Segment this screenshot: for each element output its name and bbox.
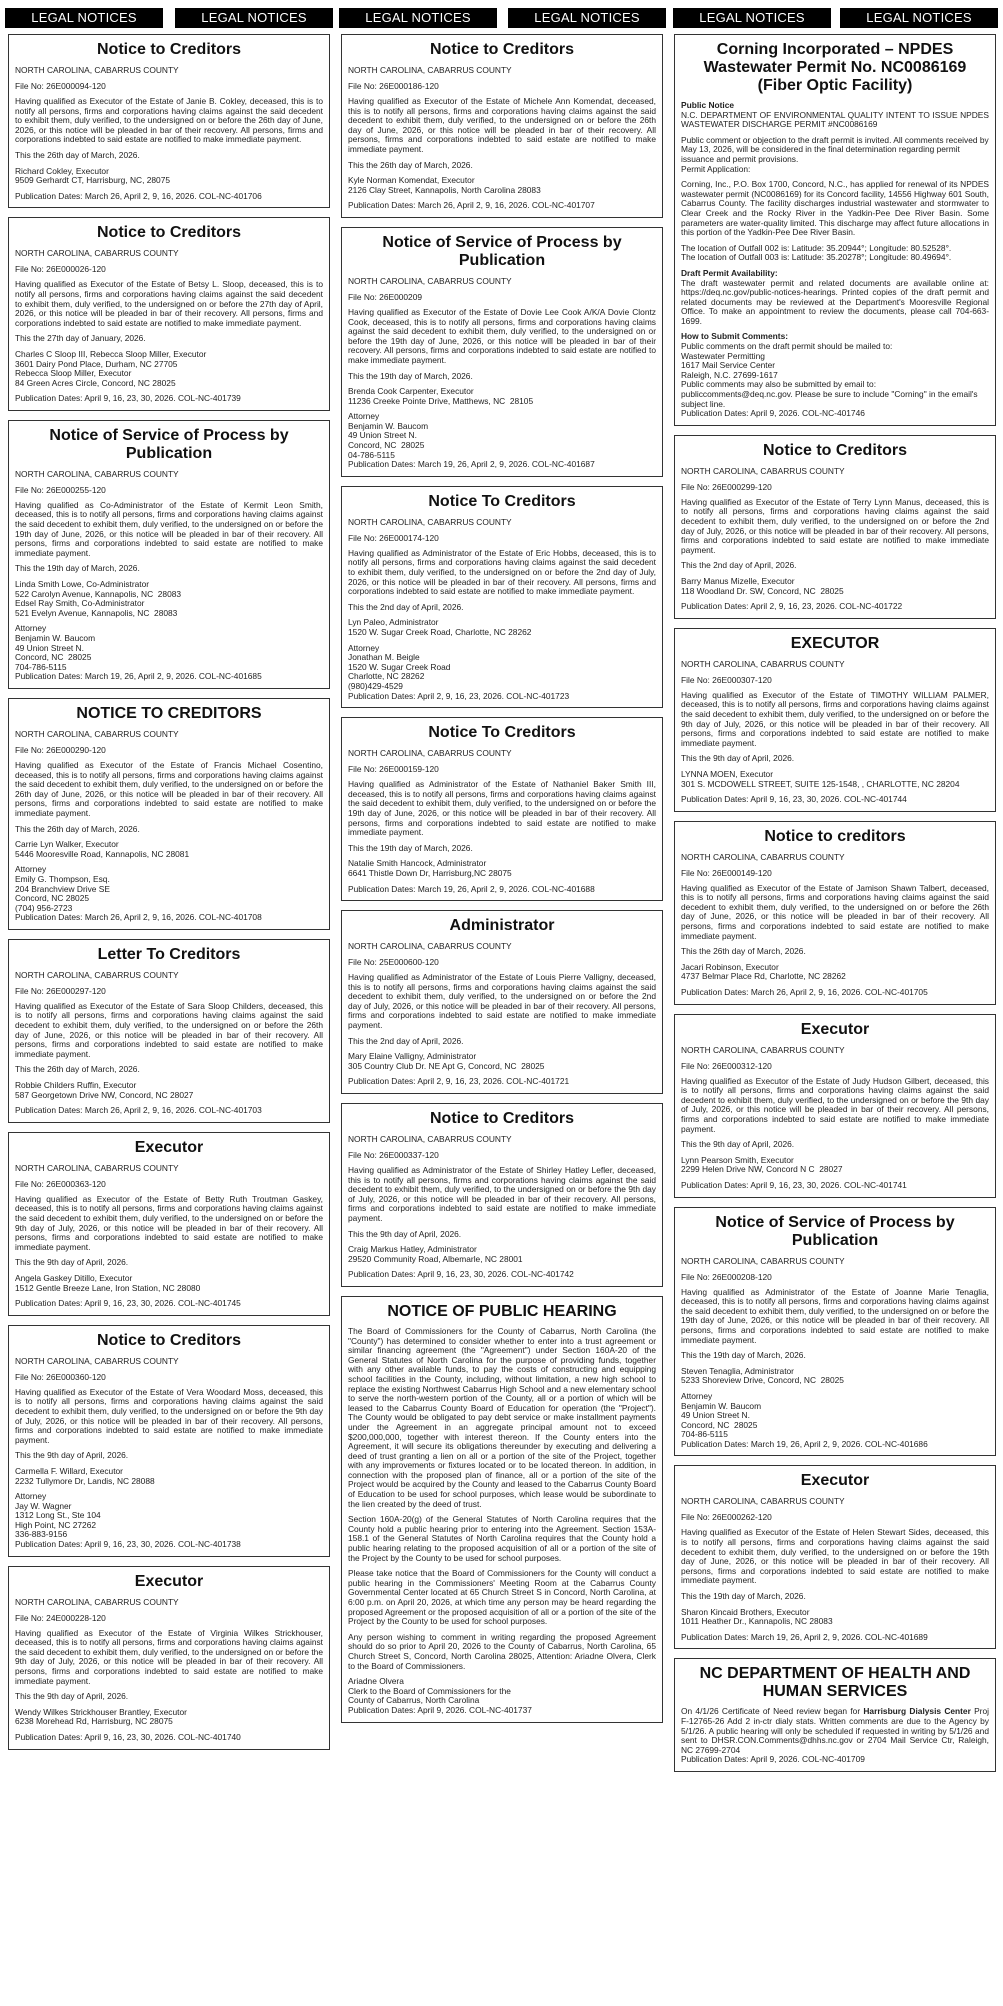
notice-date: This the 9th day of April, 2026.	[681, 753, 795, 764]
notice-body: Having qualified as Executor of the Estate of Betsy L. Sloop, deceased, this is to notify all persons, firms and corporations having claims against the said decedent to exhibit them, duly verified, to the undersigned on or before the 27th day of April, 2026, or this notice will be pleaded in bar of their recovery. All persons, firms and corporations indebted to said estate are notified to make immediate payment.	[15, 279, 323, 328]
notice-file-number: File No: 26E000208-120	[681, 1271, 772, 1282]
notice-title: Notice to Creditors	[429, 41, 574, 58]
notice-signature: Kyle Norman Komendat, Executor 2126 Clay Street, Kannapolis, North Carolina 28083	[348, 175, 541, 195]
notice-county: NORTH CAROLINA, CABARRUS COUNTY	[15, 969, 179, 980]
column-middle	[341, 34, 663, 1732]
legal-notice	[674, 435, 996, 619]
publication-dates: Publication Dates: March 19, 26, April 2, 9, 2026. COL-NC-401686	[681, 1438, 928, 1449]
notice-file-number: File No: 26E000149-120	[681, 867, 772, 878]
notice-body: Having qualified as Administrator of the Estate of Louis Pierre Valligny, deceased, this is to notify all persons, firms and corporations having claims against the said decedent to exhibit them, duly verified, to the undersigned on or before the 2nd day of July, 2026, or this notice will be pleaded in bar of their recovery. All persons, firms and corporations indebted to said estate are notified to make immediate payment.	[348, 972, 656, 1031]
notice-date: This the 9th day of April, 2026.	[15, 1257, 129, 1268]
legal-notice	[341, 34, 663, 218]
notice-body: Having qualified as Executor of the Estate of Janie B. Cokley, deceased, this is to notify all persons, firms and corporations having claims against the said decedent to exhibit them, duly verified, to the undersigned on or before the 26th day of June, 2026, or this notice will be pleaded in bar of their recovery. All persons, firms and corporations indebted to said estate are notified to make immediate payment.	[15, 96, 323, 145]
notice-title: Notice to creditors	[764, 827, 906, 845]
notice-signature: Carmella F. Willard, Executor 2232 Tullymore Dr, Landis, NC 28088	[15, 1465, 155, 1486]
notice-county: NORTH CAROLINA, CABARRUS COUNTY	[15, 65, 179, 75]
notice-body: Having qualified as Administrator of the Estate of Joanne Marie Tenaglia, deceased, this is to notify all persons, firms and corporations having claims against the said decedent to exhibit them, duly verified, to the undersigned on or before the 19th day of June, 2026, or this notice will be pleaded in bar of their recovery. All persons, firms and corporations indebted to said estate are notified to make immediate payment.	[681, 1286, 989, 1345]
notice-body: Having qualified as Executor of the Estate of Betty Ruth Troutman Gaskey, deceased, this is to notify all persons, firms and corporations having claims against the said decedent to exhibit them, duly verified, to the undersigned on or before the 9th day of July, 2026, or this notice will be pleaded in bar of their recovery. All persons, firms and corporations indebted to said estate are notified to make immediate payment.	[15, 1193, 323, 1252]
notice-date: This the 9th day of April, 2026.	[681, 1139, 795, 1150]
notice-date: This the 9th day of April, 2026.	[15, 1450, 129, 1461]
publication-dates: Publication Dates: April 9, 2026. COL-NC-401737	[348, 1704, 532, 1715]
publication-dates: Publication Dates: March 26, April 2, 9, 16, 2026. COL-NC-401707	[348, 200, 595, 211]
column-left	[8, 34, 330, 1759]
notice-date: This the 19th day of March, 2026.	[348, 842, 473, 853]
publication-dates: Publication Dates: April 9, 16, 23, 30, 2026. COL-NC-401740	[15, 1732, 241, 1742]
notice-body: Having qualified as Co-Administrator of the Estate of Kermit Leon Smith, deceased, this is to notify all persons, firms and corporations having claims against the said decedent to exhibit them, duly verified, to the undersigned on or before the 19th day of June, 2026, or this notice will be pleaded in bar of their recovery. All persons, firms and corporations indebted to said estate are notified to make immediate payment.	[15, 499, 323, 558]
notice-body: Having qualified as Executor of the Estate of Jamison Shawn Talbert, deceased, this is to notify all persons, firms and corporations having claims against the said decedent to exhibit them, duly verified, to the undersigned on or before the 26th day of June, 2026, or this notice will be pleaded in bar of their recovery. All persons, firms and corporations indebted to said estate are notified to make immediate payment.	[681, 882, 989, 941]
notice-attorney: Attorney Jonathan M. Beigle 1520 W. Sugar Creek Road Charlotte, NC 28262 (980)429-4529	[348, 642, 451, 691]
notice-date: This the 19th day of March, 2026.	[15, 563, 140, 574]
notice-signature: Steven Tenaglia, Administrator 5233 Shoreview Drive, Concord, NC 28025	[681, 1365, 844, 1386]
notice-body: Having qualified as Executor of the Estate of Helen Stewart Sides, deceased, this is to notify all persons, firms and corporations having claims against the said decedent to exhibit them, duly verified, to the undersigned on or before the 19th day of June, 2026, or this notice will be pleaded in bar of their recovery. All persons, firms and corporations indebted to said estate are notified to make immediate payment.	[681, 1527, 989, 1586]
notice-signature: LYNNA MOEN, Executor 301 S. MCDOWELL STREET, SUITE 125-1548, , CHARLOTTE, NC 28204	[681, 768, 960, 789]
section-tag: LEGAL NOTICES	[673, 8, 831, 28]
notice-signature: Natalie Smith Hancock, Administrator 6641 Thistle Down Dr, Harrisburg,NC 28075	[348, 858, 512, 878]
notice-title: Executor	[800, 1020, 870, 1038]
notice-body: Having qualified as Executor of the Estate of TIMOTHY WILLIAM PALMER, deceased, this is to notify all persons, firms and corporations having claims against the said decedent to exhibit them, duly verified, to the undersigned on or before the 9th day of July, 2026, or this notice will be pleaded in bar of their recovery. All persons, firms and corporations indebted to said estate are notified to make immediate payment.	[681, 689, 989, 748]
legal-notice	[341, 910, 663, 1094]
notice-subheading: Public Notice	[681, 100, 735, 110]
notice-county: NORTH CAROLINA, CABARRUS COUNTY	[348, 65, 512, 75]
notice-county: NORTH CAROLINA, CABARRUS COUNTY	[15, 248, 179, 259]
legal-notice	[8, 1566, 330, 1750]
notice-date: This the 9th day of April, 2026.	[15, 1691, 129, 1702]
notice-paragraph: N.C. DEPARTMENT OF ENVIRONMENTAL QUALITY INTENT TO ISSUE NPDES WASTEWATER DISCHARGE PERMIT #NC0086169	[681, 109, 989, 130]
notice-paragraph: The draft wastewater permit and related documents are available online at: https://deq.nc.gov/public-notices-hearings. Printed copies of the draft permit and related documents may be reviewed at the Department's Mooresville Regional Office. To make an appointment to review the documents, please call 704-663-1699.	[681, 277, 989, 326]
notice-file-number: File No: 26E000094-120	[15, 81, 106, 91]
publication-dates: Publication Dates: April 2, 9, 16, 23, 2026. COL-NC-401721	[348, 1076, 570, 1087]
notice-file-number: File No: 26E000363-120	[15, 1178, 106, 1189]
notice-county: NORTH CAROLINA, CABARRUS COUNTY	[348, 748, 512, 759]
notice-date: This the 19th day of March, 2026.	[348, 370, 473, 381]
notice-title: Executor	[800, 1472, 870, 1490]
notice-date: This the 26th day of March, 2026.	[348, 159, 473, 170]
public-hearing-notice	[341, 1296, 663, 1723]
notice-subheading: How to Submit Comments:	[681, 331, 789, 342]
notice-file-number: File No: 26E000337-120	[348, 1150, 439, 1161]
notice-signature: Linda Smith Lowe, Co-Administrator 522 Carolyn Avenue, Kannapolis, NC 28083 Edsel Ray Smith, Co-Administrator 521 Evelyn Avenue, Kannapolis, NC 28083	[15, 579, 182, 618]
notice-paragraph: Any person wishing to comment in writing regarding the proposed Agreement should do so prior to April 20, 2026 to the County of Cabarrus, North Carolina, 65 Church Street S, Concord, North Carolina 28025, Attention: Ariadne Olvera, Clerk to the Board of Commissioners.	[348, 1631, 656, 1671]
notice-county: NORTH CAROLINA, CABARRUS COUNTY	[681, 465, 845, 476]
publication-dates: Publication Dates: April 9, 16, 23, 30, 2026. COL-NC-401741	[681, 1179, 907, 1190]
section-tag: LEGAL NOTICES	[508, 8, 666, 28]
notice-date: This the 2nd day of April, 2026.	[681, 560, 797, 571]
notice-body: Having qualified as Executor of the Estate of Virginia Wilkes Strickhouser, deceased, this is to notify all persons, firms and corporations having claims against the said decedent to exhibit them, duly verified, to the undersigned on or before the 9th day of July, 2026, or this notice will be pleaded in bar of their recovery. All persons, firms and corporations indebted to said estate are notified to make immediate payment.	[15, 1627, 323, 1686]
notice-signature: Wendy Wilkes Strickhouser Brantley, Executor 6238 Morehead Rd, Harrisburg, NC 28075	[15, 1706, 187, 1727]
column-right	[674, 34, 996, 1781]
notice-title: NOTICE TO CREDITORS	[76, 704, 262, 722]
notice-attorney: Attorney Benjamin W. Baucom 49 Union Street N. Concord, NC 28025 04-786-5115	[348, 411, 429, 460]
notice-title: EXECUTOR	[790, 634, 880, 652]
notice-attorney: Attorney Emily G. Thompson, Esq. 204 Branchview Drive SE Concord, NC 28025 (704) 956-2723	[15, 864, 110, 913]
notice-date: This the 26th day of March, 2026.	[15, 823, 140, 834]
notice-title: Notice to Creditors	[96, 224, 241, 242]
notice-date: This the 26th day of March, 2026.	[15, 149, 140, 160]
notice-signature: Robbie Childers Ruffin, Executor 587 Georgetown Drive NW, Concord, NC 28027	[15, 1080, 194, 1100]
publication-dates: Publication Dates: March 19, 26, April 2, 9, 2026. COL-NC-401688	[348, 883, 595, 894]
notice-subheading: Draft Permit Availability:	[681, 267, 778, 278]
publication-dates: Publication Dates: April 9, 16, 23, 30, 2026. COL-NC-401745	[15, 1298, 241, 1309]
notice-attorney: Attorney Benjamin W. Baucom 49 Union Street N. Concord, NC 28025 704-86-5115	[681, 1390, 762, 1440]
publication-dates: Publication Dates: April 9, 16, 23, 30, 2026. COL-NC-401742	[348, 1269, 574, 1280]
notice-paragraph: Public comment or objection to the draft permit is invited. All comments received by May 13, 2026, will be considered in the final determination regarding permit issuance and permit provisions. Permit Application:	[681, 134, 989, 174]
legal-notice	[674, 821, 996, 1005]
legal-notice	[8, 1132, 330, 1316]
publication-dates: Publication Dates: March 26, April 2, 9, 16, 2026. COL-NC-401703	[15, 1105, 262, 1116]
notice-county: NORTH CAROLINA, CABARRUS COUNTY	[15, 468, 179, 479]
notice-date: This the 26th day of March, 2026.	[15, 1064, 140, 1075]
publication-dates: Publication Dates: April 9, 2026. COL-NC-401746	[681, 408, 865, 419]
notice-title: Corning Incorporated – NPDES Wastewater Permit No. NC0086169 (Fiber Optic Facility)	[703, 41, 967, 94]
notice-date: This the 19th day of March, 2026.	[681, 1350, 806, 1361]
notice-paragraph: Public comments on the draft permit should be mailed to: Wastewater Permitting 1617 Mail Service Center Raleigh, N.C. 27699-1617 Public comments may also be submitted by email to: publiccomments@deq.nc.gov. Please be sure to include "Corning" in the email's subject line.	[681, 341, 978, 409]
notice-title: Notice To Creditors	[428, 724, 576, 742]
npdes-permit-notice	[674, 34, 996, 426]
notice-title: Notice to Creditors	[96, 41, 241, 58]
notice-signature: Ariadne Olvera Clerk to the Board of Commissioners for the County of Cabarrus, North Carolina	[348, 1676, 511, 1706]
notice-body: Having qualified as Executor of the Estate of Judy Hudson Gilbert, deceased, this is to notify all persons, firms and corporations having claims against the said decedent to exhibit them, duly verified, to the undersigned on or before the 9th day of July, 2026, or this notice will be pleaded in bar of their recovery. All persons, firms and corporations indebted to said estate are notified to make immediate payment.	[681, 1075, 989, 1134]
notice-attorney: Attorney Jay W. Wagner 1312 Long St., Ste 104 High Point, NC 27262 336-883-9156	[15, 1491, 101, 1540]
notice-paragraph: The Board of Commissioners for the County of Cabarrus, North Carolina (the "County") has determined to consider whether to enter into a trust agreement or similar financing agreement (the "Agreement") under Section 160A-20 of the General Statutes of North Carolina for the purpose of providing funds, together with any other available funds, to pay the costs of constructing and equipping school facilities in the County, including, without limitation, a new high school to replace the existing Northwest Cabarrus High School and a new elementary school to serve the north-western portion of the County, all or a portion of which will be leased to the Cabarrus County Board of Education for operation (the "Project"). The County would be obligated to pay debt service or make installment payments under the Agreement in an aggregate principal amount not to exceed $200,000,000, together with interest thereon. If the County enters into the Agreement, it will secure its obligations thereunder by executing and delivering a deed of trust granting a lien on all or a portion of the site of the Project, together with any improvements or fixtures located or to be located thereon. In addition, in connection with the proposed plan of finance, all or a portion of the site of the Project would be acquired by the County and leased to the Cabarrus County Board of Education to be used for school purposes, which lease would be subordinate to the lien created by the deed of trust.	[348, 1325, 656, 1509]
legal-notice	[674, 1207, 996, 1457]
notice-title: Letter To Creditors	[97, 945, 241, 963]
notice-county: NORTH CAROLINA, CABARRUS COUNTY	[348, 1134, 512, 1145]
notice-title: Executor	[134, 1138, 204, 1156]
notice-title: NC DEPARTMENT OF HEALTH AND HUMAN SERVICES	[699, 1665, 971, 1701]
notice-county: NORTH CAROLINA, CABARRUS COUNTY	[348, 275, 512, 286]
publication-dates: Publication Dates: April 9, 16, 23, 30, 2026. COL-NC-401738	[15, 1539, 241, 1550]
notice-signature: Angela Gaskey Ditillo, Executor 1512 Gentle Breeze Lane, Iron Station, NC 28080	[15, 1272, 201, 1293]
legal-notice	[8, 698, 330, 930]
publication-dates: Publication Dates: April 2, 9, 16, 23, 2026. COL-NC-401722	[681, 601, 903, 612]
notice-title: Notice To Creditors	[428, 492, 576, 510]
notice-text: On 4/1/26 Certificate of Need review began for	[681, 1706, 864, 1717]
section-header	[0, 8, 1003, 30]
notice-county: NORTH CAROLINA, CABARRUS COUNTY	[681, 658, 845, 669]
section-tag: LEGAL NOTICES	[339, 8, 497, 28]
notice-county: NORTH CAROLINA, CABARRUS COUNTY	[15, 1355, 179, 1366]
notice-signature: Richard Cokley, Executor 9509 Gerhardt CT, Harrisburg, NC, 28075	[15, 165, 171, 186]
legal-notice	[8, 420, 330, 689]
notice-signature: Lyn Paleo, Administrator 1520 W. Sugar Creek Road, Charlotte, NC 28262	[348, 617, 532, 637]
notice-file-number: File No: 26E000299-120	[681, 481, 772, 492]
notice-file-number: File No: 26E000312-120	[681, 1060, 772, 1071]
legal-notice	[341, 717, 663, 901]
legal-notice	[341, 1103, 663, 1287]
notice-county: NORTH CAROLINA, CABARRUS COUNTY	[681, 851, 845, 862]
facility-name: Harrisburg Dialysis Center	[863, 1706, 971, 1717]
notice-file-number: File No: 26E000255-120	[15, 484, 106, 495]
legal-notice	[674, 1465, 996, 1649]
notice-date: This the 9th day of April, 2026.	[348, 1228, 462, 1239]
notice-title: Notice to Creditors	[429, 1110, 574, 1128]
notice-title: Notice to Creditors	[762, 441, 907, 459]
notice-file-number: File No: 25E000600-120	[348, 957, 439, 968]
publication-dates: Publication Dates: March 26, April 2, 9, 16, 2026. COL-NC-401708	[15, 912, 262, 923]
notice-title: Notice of Service of Process by Publication	[382, 233, 622, 269]
notice-signature: Barry Manus Mizelle, Executor 118 Woodland Dr. SW, Concord, NC 28025	[681, 575, 844, 596]
notice-file-number: File No: 26E000186-120	[348, 81, 439, 91]
notice-county: NORTH CAROLINA, CABARRUS COUNTY	[15, 1162, 179, 1173]
notice-title: Notice of Service of Process by Publication	[715, 1213, 955, 1249]
publication-dates: Publication Dates: April 9, 16, 23, 30, 2026. COL-NC-401739	[15, 393, 241, 404]
notice-title: Notice of Service of Process by Publication	[49, 426, 289, 462]
notice-file-number: File No: 26E000307-120	[681, 674, 772, 685]
legal-notice	[8, 34, 330, 208]
notice-file-number: File No: 24E000228-120	[15, 1612, 106, 1623]
notice-body: Having qualified as Executor of the Estate of Dovie Lee Cook A/K/A Dovie Clontz Cook, deceased, this is to notify all persons, firms and corporations having claims against the said decedent to exhibit them, duly verified, to the undersigned on or before the 19th day of June, 2026, or this notice will be pleaded in bar of their recovery. All persons, firms and corporations indebted to said estate are notified to make immediate payment.	[348, 306, 656, 365]
notice-paragraph: Please take notice that the Board of Commissioners for the County will conduct a public hearing in the Commissioners' Meeting Room at the Cabarrus County Governmental Center located at 65 Church Street S in Concord, North Carolina, at 6:00 p.m. on April 20, 2026, at which time any person may be heard regarding the proposed Agreement or the proposed acquisition of all or a portion of the site of the Project by the County to be used for school purposes.	[348, 1568, 656, 1627]
legal-notice	[8, 1325, 330, 1557]
notice-file-number: File No: 26E000290-120	[15, 744, 106, 755]
section-tag: LEGAL NOTICES	[840, 8, 998, 28]
notice-file-number: File No: 26E000159-120	[348, 764, 439, 775]
notice-county: NORTH CAROLINA, CABARRUS COUNTY	[15, 1596, 179, 1607]
legal-notice	[674, 628, 996, 812]
notice-title: Administrator	[449, 917, 555, 935]
outfall-locations: The location of Outfall 002 is: Latitude: 35.20944°; Longitude: 80.52528°. The location of Outfall 003 is: Latitude: 35.20278°; Longitude: 80.49694°.	[681, 242, 952, 263]
notice-signature: Charles C Sloop III, Rebecca Sloop Miller, Executor 3601 Dairy Pond Place, Durham, NC 27705 Rebecca Sloop Miller, Executor 84 Green Acres Circle, Concord, NC 28025	[15, 348, 207, 388]
notice-county: NORTH CAROLINA, CABARRUS COUNTY	[15, 728, 179, 739]
notice-title: Notice to Creditors	[96, 1331, 241, 1349]
publication-dates: Publication Dates: March 19, 26, April 2, 9, 2026. COL-NC-401685	[15, 671, 262, 682]
publication-dates: Publication Dates: March 26, April 2, 9, 16, 2026. COL-NC-401706	[15, 190, 262, 201]
notice-paragraph	[681, 1707, 989, 1755]
notice-file-number: File No: 26E000297-120	[15, 985, 106, 996]
notice-date: This the 2nd day of April, 2026.	[348, 601, 464, 612]
notice-file-number: File No: 26E000360-120	[15, 1371, 106, 1382]
notice-body: Having qualified as Administrator of the Estate of Shirley Hatley Lefler, deceased, this is to notify all persons, firms and corporations having claims against the said decedent to exhibit them, duly verified, to the undersigned on or before the 9th day of July, 2026, or this notice will be pleaded in bar of their recovery. All persons, firms and corporations indebted to said estate are notified to make immediate payment.	[348, 1165, 656, 1223]
publication-dates: Publication Dates: March 19, 26, April 2, 9, 2026. COL-NC-401687	[348, 459, 595, 470]
publication-dates: Publication Dates: March 26, April 2, 9, 16, 2026. COL-NC-401705	[681, 987, 928, 998]
notice-county: NORTH CAROLINA, CABARRUS COUNTY	[348, 516, 512, 527]
notice-body: Having qualified as Executor of the Estate of Terry Lynn Manus, deceased, this is to notify all persons, firms and corporations having claims against the said decedent to exhibit them, duly verified, to the undersigned on or before the 2nd day of July, 2026, or this notice will be pleaded in bar of their recovery. All persons, firms and corporations indebted to said estate are notified to make immediate payment.	[681, 496, 989, 555]
notice-body: Having qualified as Administrator of the Estate of Eric Hobbs, deceased, this is to notify all persons, firms and corporations having claims against the said decedent to exhibit them, duly verified, to the undersigned on or before the 2nd day of July, 2026, or this notice will be pleaded in bar of their recovery. All persons, firms and corporations indebted to said estate are notified to make immediate payment.	[348, 547, 656, 597]
legal-notice	[8, 217, 330, 411]
notice-title: Executor	[134, 1572, 204, 1590]
notice-signature: Jacari Robinson, Executor 4737 Belmar Place Rd, Charlotte, NC 28262	[681, 961, 846, 982]
publication-dates: Publication Dates: March 19, 26, April 2, 9, 2026. COL-NC-401689	[681, 1631, 928, 1642]
notice-signature: Carrie Lyn Walker, Executor 5446 Mooresville Road, Kannapolis, NC 28081	[15, 839, 190, 859]
notice-signature: Sharon Kincaid Brothers, Executor 1011 Heather Dr., Kannapolis, NC 28083	[681, 1606, 833, 1627]
publication-dates: Publication Dates: April 9, 16, 23, 30, 2026. COL-NC-401744	[681, 794, 907, 805]
notice-body: Having qualified as Executor of the Estate of Michele Ann Komendat, deceased, this is to notify all persons, firms and corporations having claims against the said decedent to exhibit them, duly verified, to the undersigned on or before the 26th day of June, 2026, or this notice will be pleaded in bar of their recovery. All persons, firms and corporations indebted to said estate are notified to make immediate payment.	[348, 96, 656, 154]
notice-county: NORTH CAROLINA, CABARRUS COUNTY	[681, 1044, 845, 1055]
legal-notice	[8, 939, 330, 1123]
notice-file-number: File No: 26E000174-120	[348, 532, 439, 543]
notice-date: This the 27th day of January, 2026.	[15, 333, 146, 344]
notice-county: NORTH CAROLINA, CABARRUS COUNTY	[348, 941, 512, 952]
section-tag: LEGAL NOTICES	[175, 8, 333, 28]
section-tag: LEGAL NOTICES	[5, 8, 163, 28]
notice-body: Having qualified as Administrator of the Estate of Nathaniel Baker Smith III, deceased, this is to notify all persons, firms and corporations having claims against the said decedent to exhibit them, duly verified, to the undersigned on or before the 19th day of June, 2026, or this notice will be pleaded in bar of their recovery. All persons, firms and corporations indebted to said estate are notified to make immediate payment.	[348, 779, 656, 838]
notice-attorney: Attorney Benjamin W. Baucom 49 Union Street N. Concord, NC 28025 704-786-5115	[15, 623, 96, 672]
notice-date: This the 2nd day of April, 2026.	[348, 1035, 464, 1046]
legal-notice	[341, 227, 663, 477]
notice-file-number: File No: 26E000026-120	[15, 264, 106, 275]
legal-notice	[341, 486, 663, 708]
notice-body: Having qualified as Executor of the Estate of Vera Woodard Moss, deceased, this is to notify all persons, firms and corporations having claims against the said decedent to exhibit them, duly verified, to the undersigned on or before the 9th day of July, 2026, or this notice will be pleaded in bar of their recovery. All persons, firms and corporations indebted to said estate are notified to make immediate payment.	[15, 1386, 323, 1445]
notice-file-number: File No: 26E000262-120	[681, 1512, 772, 1523]
notice-county: NORTH CAROLINA, CABARRUS COUNTY	[681, 1255, 845, 1266]
notice-county: NORTH CAROLINA, CABARRUS COUNTY	[681, 1496, 845, 1507]
notice-signature: Brenda Cook Carpenter, Executor 11236 Creeke Pointe Drive, Matthews, NC 28105	[348, 386, 534, 406]
notice-body: Having qualified as Executor of the Estate of Francis Michael Cosentino, deceased, this is to notify all persons, firms and corporations having claims against the said decedent to exhibit them, duly verified, to the undersigned on or before the 26th day of June, 2026, or this notice will be pleaded in bar of their recovery. All persons, firms and corporations indebted to said estate are notified to make immediate payment.	[15, 759, 323, 818]
notice-title: NOTICE OF PUBLIC HEARING	[387, 1302, 617, 1320]
publication-dates: Publication Dates: April 9, 2026. COL-NC-401709	[681, 1754, 865, 1765]
notice-paragraph: Corning, Inc., P.O. Box 1700, Concord, N.C., has applied for renewal of its NPDES wastewater permit (NC0086169) for its Concord facility, 14556 Highway 601 South, Cabarrus County. The facility discharges industrial wastewater and stormwater to Clear Creek and the Rocky River in the Yadkin-Pee Dee River Basin. Some parameters are water-quality limited. This discharge may affect future allocations in this portion of the Yadkin-Pee Dee River Basin.	[681, 179, 989, 238]
notice-date: This the 19th day of March, 2026.	[681, 1591, 806, 1602]
dhhs-notice	[674, 1658, 996, 1772]
notice-paragraph: Section 160A-20(g) of the General Statutes of North Carolina requires that the County hold a public hearing prior to entering into the Agreement. Section 153A-158.1 of the General Statutes of North Carolina requires that the County hold a public hearing relating to the proposed acquisition of all or a portion of the site of the Project by the County to be used for school purposes.	[348, 1514, 656, 1563]
notice-body: Having qualified as Executor of the Estate of Sara Sloop Childers, deceased, this is to notify all persons, firms and corporations having claims against the said decedent to exhibit them, duly verified, to the undersigned on or before the 26th day of June, 2026, or this notice will be pleaded in bar of their recovery. All persons, firms and corporations indebted to said estate are notified to make immediate payment.	[15, 1000, 323, 1059]
notice-signature: Mary Elaine Valligny, Administrator 305 Country Club Dr. NE Apt G, Concord, NC 28025	[348, 1051, 545, 1071]
notice-signature: Lynn Pearson Smith, Executor 2299 Helen Drive NW, Concord N C 28027	[681, 1154, 843, 1175]
notice-date: This the 26th day of March, 2026.	[681, 946, 806, 957]
notice-file-number: File No: 26E000209	[348, 291, 423, 302]
notice-text: Proj F-12765-26 Add 2 in-ctr dialy stats. Written comments are due to the Agency by 5/1/26. A public hearing will only be scheduled if requested in writing by 5/1/26 and sent to DHSR.CON.Comments@dhhs.nc.gov or 2704 Mail Service Ctr, Raleigh, NC 27699-2704	[681, 1706, 989, 1755]
legal-notice	[674, 1014, 996, 1198]
notice-signature: Craig Markus Hatley, Administrator 29520 Community Road, Albemarle, NC 28001	[348, 1244, 523, 1264]
publication-dates: Publication Dates: April 2, 9, 16, 23, 2026. COL-NC-401723	[348, 690, 570, 701]
